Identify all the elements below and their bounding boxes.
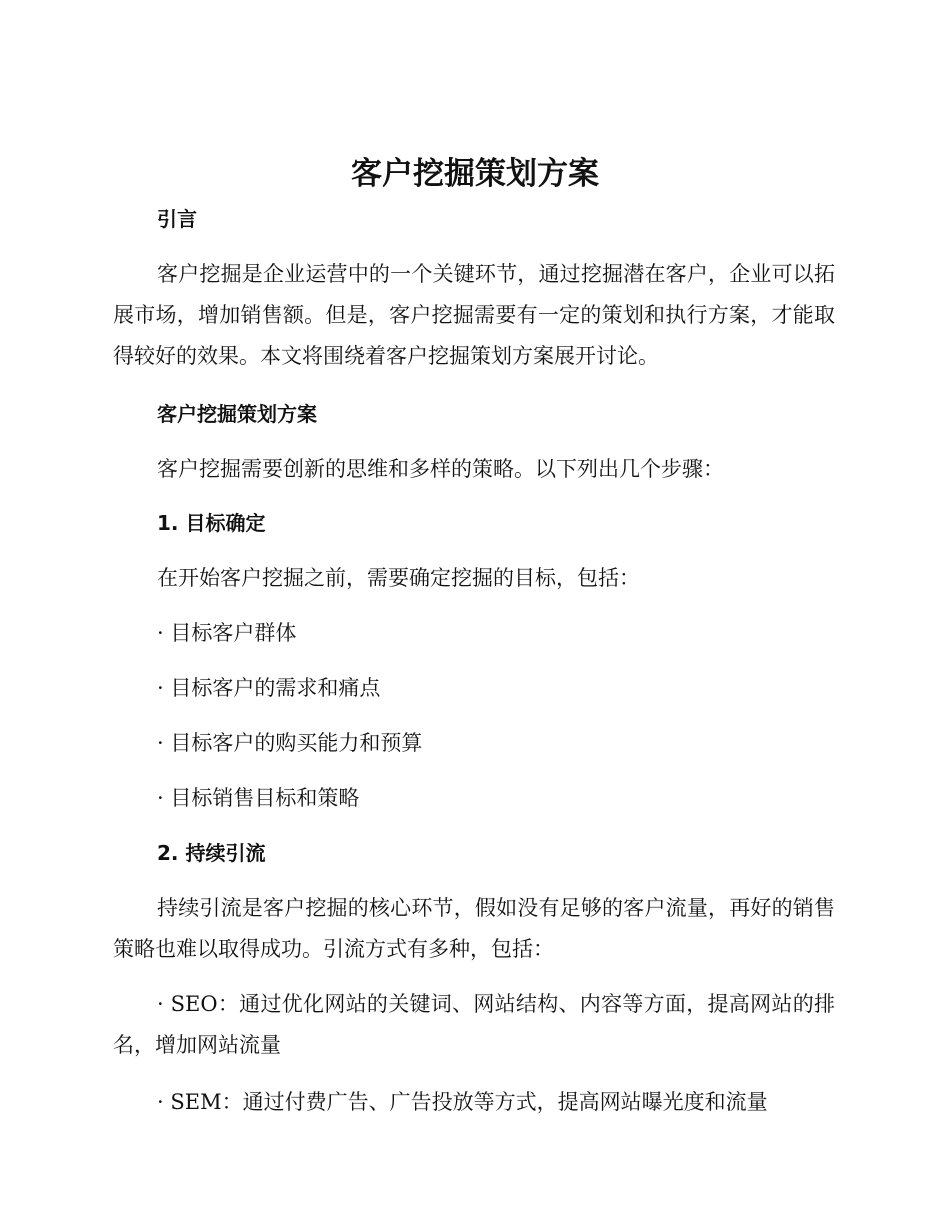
- plan-intro: 客户挖掘需要创新的思维和多样的策略。以下列出几个步骤：: [157, 457, 724, 481]
- step1-intro: 在开始客户挖掘之前，需要确定挖掘的目标，包括：: [157, 566, 640, 590]
- list-item: · SEM：通过付费广告、广告投放等方式，提高网站曝光度和流量: [157, 1090, 768, 1114]
- step2-paragraph: 持续引流是客户挖掘的核心环节，假如没有足够的客户流量，再好的销售策略也难以取得成功。引流方式有多种，包括：: [113, 896, 835, 961]
- step2-heading: 2. 持续引流: [157, 841, 266, 865]
- list-item: · SEO：通过优化网站的关键词、网站结构、内容等方面，提高网站的排名，增加网站流量: [113, 992, 835, 1057]
- step1-heading: 1. 目标确定: [157, 511, 266, 535]
- list-item: · 目标销售目标和策略: [157, 786, 360, 810]
- list-item: · 目标客户的购买能力和预算: [157, 731, 423, 755]
- intro-paragraph: 客户挖掘是企业运营中的一个关键环节，通过挖掘潜在客户，企业可以拓展市场，增加销售额。但是，客户挖掘需要有一定的策划和执行方案，才能取得较好的效果。本文将围绕着客户挖掘策划方案展开讨论。: [113, 262, 835, 368]
- list-item: · 目标客户的需求和痛点: [157, 676, 381, 700]
- intro-heading: 引言: [157, 207, 197, 231]
- list-item: · 目标客户群体: [157, 621, 297, 645]
- plan-heading: 客户挖掘策划方案: [157, 402, 317, 426]
- document-title: 客户挖掘策划方案: [351, 156, 599, 192]
